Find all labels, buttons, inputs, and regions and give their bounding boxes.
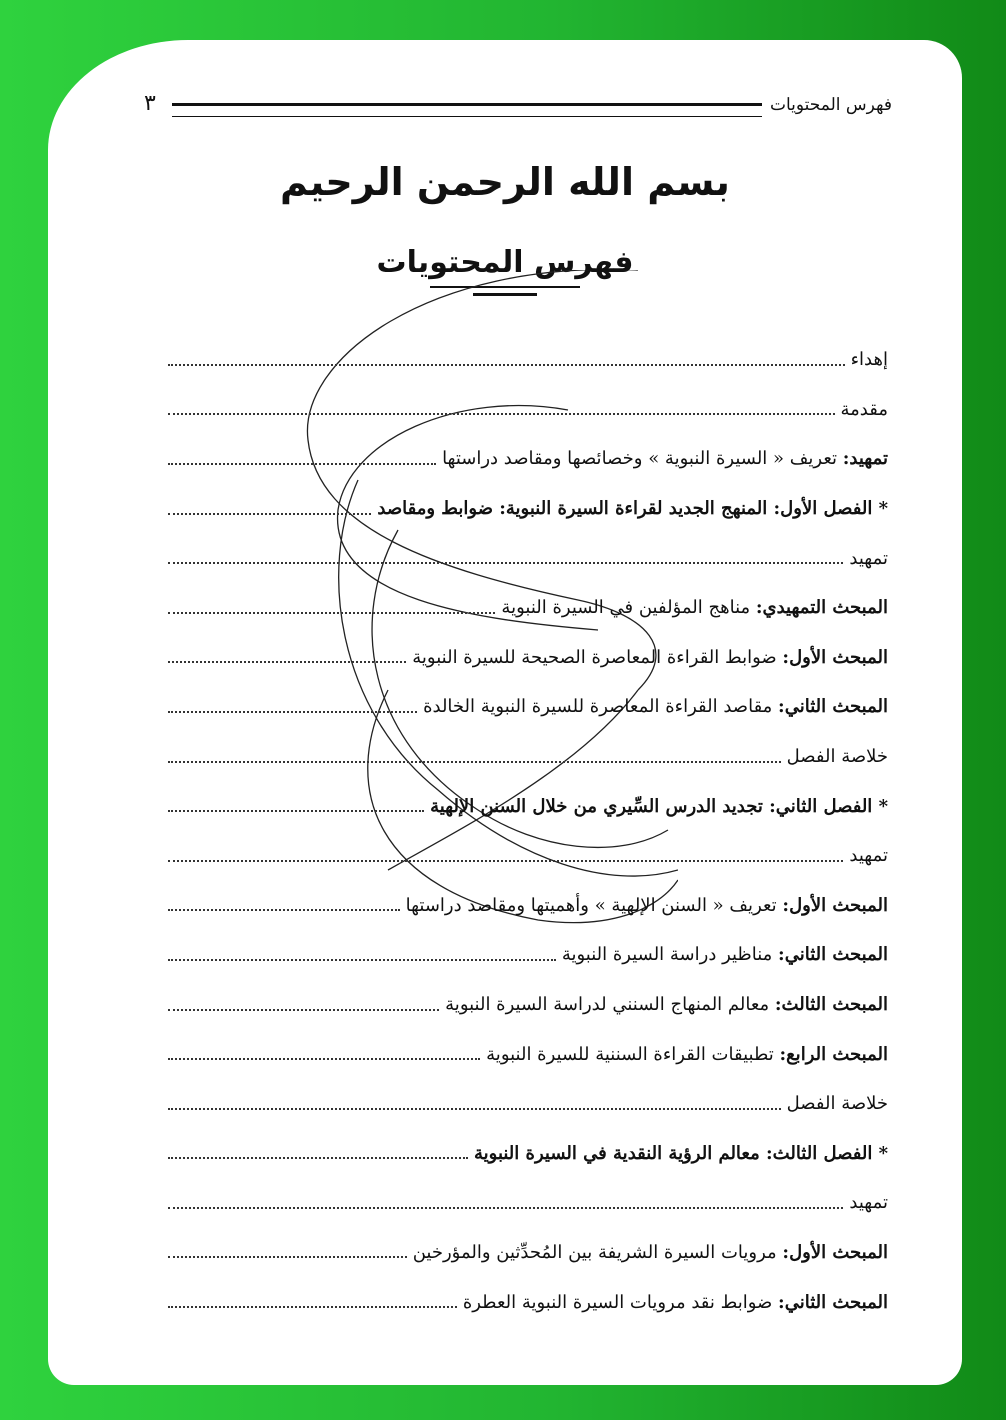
toc-entry — [168, 335, 888, 385]
toc-entry — [168, 1228, 888, 1278]
toc-entry-head: المبحث الثالث: — [774, 994, 888, 1016]
toc-entry — [168, 1277, 888, 1327]
dot-leader — [168, 513, 371, 515]
toc-entry-head: * الفصل الثالث: معالم الرؤية النقدية في السيرة النبوية — [473, 1142, 888, 1164]
header-rule — [172, 103, 762, 117]
toc-entry-text: مقاصد القراءة المعاصرة للسيرة النبوية الخالدة — [423, 696, 779, 718]
toc-chapter-entry — [168, 781, 888, 831]
toc-entry-text: مناهج المؤلفين في السيرة النبوية — [501, 597, 756, 619]
toc-entry-label — [426, 796, 888, 817]
toc-entry-text: معالم المنهاج السنني لدراسة السيرة النبوية — [445, 994, 775, 1016]
toc-entry — [168, 682, 888, 732]
toc-entry-text: مناظير دراسة السيرة النبوية — [561, 944, 779, 966]
toc-entry-head: تمهيد: — [842, 448, 888, 470]
toc-entry — [168, 434, 888, 484]
toc-entry — [168, 930, 888, 980]
toc-entry — [168, 1079, 888, 1129]
toc-entry-text: مقدمة — [840, 398, 888, 420]
toc-entry-label — [470, 1143, 888, 1164]
toc-entry-head: المبحث الأول: — [782, 1241, 888, 1263]
dot-leader — [168, 364, 845, 366]
toc-entry-head: المبحث الثاني: — [778, 944, 888, 966]
toc-entry-text: تمهيد — [849, 547, 888, 569]
dot-leader — [168, 959, 556, 961]
toc-entry-label — [845, 548, 888, 569]
toc-entry-label — [459, 1292, 888, 1313]
dot-leader — [168, 1256, 407, 1258]
toc-entry-label — [402, 895, 888, 916]
dot-leader — [168, 562, 843, 564]
toc-entry — [168, 881, 888, 931]
toc-entry-label — [438, 448, 888, 469]
page-header — [144, 91, 892, 125]
toc-entry-text: خلاصة الفصل — [786, 746, 888, 768]
toc-entry-label — [783, 746, 888, 767]
toc-entry-label — [847, 349, 888, 370]
page-number: ٣ — [144, 91, 156, 116]
toc-entry-label — [408, 647, 888, 668]
dot-leader — [168, 463, 436, 465]
toc-heading-text: فهرس المحتويات — [376, 245, 634, 280]
toc-entry-head: المبحث الرابع: — [779, 1043, 888, 1065]
toc-entry-head: * الفصل الأول: المنهج الجديد لقراءة السيرة النبوية: ضوابط ومقاصد — [377, 498, 888, 520]
toc-entry-label — [441, 994, 888, 1015]
toc-entry — [168, 831, 888, 881]
dot-leader — [168, 1108, 781, 1110]
toc-entry-label — [845, 845, 888, 866]
toc-entry-label — [845, 1192, 888, 1213]
toc-entry-text: تطبيقات القراءة السننية للسيرة النبوية — [486, 1043, 780, 1065]
toc-entry — [168, 633, 888, 683]
dot-leader — [168, 860, 843, 862]
toc-entry-label — [497, 597, 888, 618]
toc-entry-text: مرويات السيرة الشريفة بين المُحدِّثين والمؤرخين — [412, 1241, 783, 1263]
toc-entry — [168, 385, 888, 435]
toc-entry-label — [783, 1093, 888, 1114]
dot-leader — [168, 661, 406, 663]
toc-entry-text: تعريف « السيرة النبوية » وخصائصها ومقاصد دراستها — [442, 448, 843, 470]
toc-entry-head: * الفصل الثاني: تجديد الدرس السِّيري من خلال السنن الإلهية — [430, 795, 888, 817]
dot-leader — [168, 413, 835, 415]
toc-entry-label — [419, 696, 888, 717]
header-title: فهرس المحتويات — [769, 95, 892, 115]
dot-leader — [168, 1306, 457, 1308]
dot-leader — [168, 761, 781, 763]
toc-entry — [168, 583, 888, 633]
toc-entry-label — [837, 399, 889, 420]
dot-leader — [168, 612, 495, 614]
toc-chapter-entry — [168, 484, 888, 534]
dot-leader — [168, 1157, 468, 1159]
toc-entry — [168, 1029, 888, 1079]
dot-leader — [168, 1058, 480, 1060]
dot-leader — [168, 909, 400, 911]
toc-entry — [168, 732, 888, 782]
toc-entry — [168, 533, 888, 583]
basmala-text: بسم الله الرحمن الرحيم — [280, 160, 730, 204]
dot-leader — [168, 711, 417, 713]
toc-entry-text: ضوابط القراءة المعاصرة الصحيحة للسيرة النبوية — [412, 646, 783, 668]
toc-entry-head: المبحث التمهيدي: — [755, 597, 888, 619]
toc-entry-text: إهداء — [850, 349, 888, 371]
toc-entry-text: ضوابط نقد مرويات السيرة النبوية العطرة — [462, 1291, 779, 1313]
dot-leader — [168, 810, 424, 812]
document-page — [48, 40, 962, 1385]
toc-entry-head: المبحث الأول: — [782, 894, 888, 916]
toc-entry-label — [409, 1242, 888, 1263]
toc-entry-label — [482, 1044, 888, 1065]
dot-leader — [168, 1207, 843, 1209]
toc-entry — [168, 980, 888, 1030]
toc-list — [168, 335, 888, 1327]
toc-entry-label — [373, 498, 888, 519]
toc-chapter-entry — [168, 1129, 888, 1179]
toc-entry-text: تعريف « السنن الإلهية » وأهميتها ومقاصد دراستها — [405, 894, 783, 916]
dot-leader — [168, 1009, 439, 1011]
toc-entry-head: المبحث الأول: — [782, 646, 888, 668]
toc-entry-text: تمهيد — [849, 1192, 888, 1214]
basmala — [48, 160, 962, 204]
toc-entry — [168, 1178, 888, 1228]
toc-entry-label — [558, 944, 888, 965]
toc-entry-head: المبحث الثاني: — [778, 696, 888, 718]
toc-entry-text: خلاصة الفصل — [786, 1093, 888, 1115]
toc-entry-head: المبحث الثاني: — [778, 1291, 888, 1313]
toc-entry-text: تمهيد — [849, 845, 888, 867]
